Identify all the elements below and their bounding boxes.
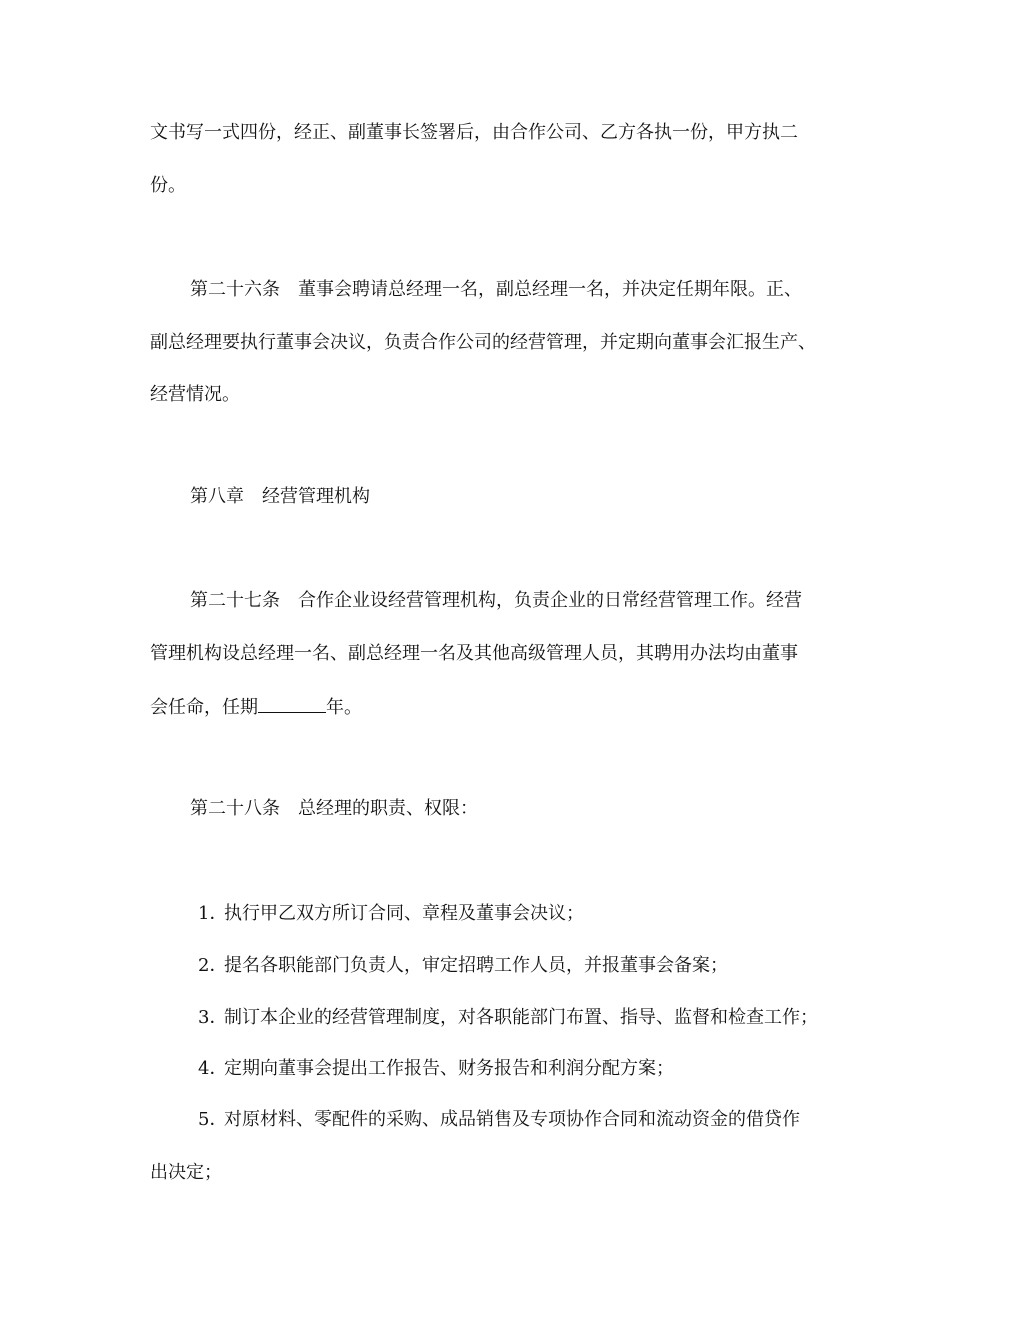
duty-item-5-continuation: 出决定； <box>150 1162 222 1183</box>
article-28-number: 第二十八条 <box>190 798 280 819</box>
duty-number: 3． <box>198 1007 228 1028</box>
duty-item-3 <box>198 1006 880 1030</box>
article-27-term-unit: 年。 <box>326 697 362 718</box>
duty-number: 1． <box>198 903 228 924</box>
chapter-8-title: 经营管理机构 <box>262 486 370 507</box>
chapter-8-heading <box>190 485 880 509</box>
duty-number: 4． <box>198 1058 228 1079</box>
article-27-number: 第二十七条 <box>190 590 280 611</box>
chapter-8-number: 第八章 <box>190 486 244 507</box>
duty-text: 定期向董事会提出工作报告、财务报告和利润分配方案； <box>224 1058 674 1079</box>
article-27-line-3 <box>150 694 880 720</box>
duty-text: 对原材料、零配件的采购、成品销售及专项协作合同和流动资金的借贷作 <box>224 1109 800 1130</box>
article-26-line-1 <box>190 278 880 302</box>
article-28-heading <box>190 797 880 821</box>
duty-item-5 <box>198 1108 880 1132</box>
article-26-text: 董事会聘请总经理一名，副总经理一名，并决定任期年限。正、 <box>298 279 802 300</box>
duty-number: 5． <box>198 1109 228 1130</box>
article-27-line-2: 管理机构设总经理一名、副总经理一名及其他高级管理人员，其聘用办法均由董事 <box>150 643 798 664</box>
duty-number: 2． <box>198 955 228 976</box>
duty-item-1 <box>198 902 880 926</box>
duty-text: 提名各职能部门负责人，审定招聘工作人员，并报董事会备案； <box>224 955 728 976</box>
article-26-line-3: 经营情况。 <box>150 384 240 405</box>
term-blank-field <box>258 694 326 713</box>
duty-text: 执行甲乙双方所订合同、章程及董事会决议； <box>224 903 584 924</box>
duty-item-2 <box>198 954 880 978</box>
duty-item-4 <box>198 1057 880 1081</box>
article-26-number: 第二十六条 <box>190 279 280 300</box>
article-27-text: 合作企业设经营管理机构，负责企业的日常经营管理工作。经营 <box>298 590 802 611</box>
article-26-line-2: 副总经理要执行董事会决议，负责合作公司的经营管理，并定期向董事会汇报生产、 <box>150 332 816 353</box>
duty-text: 制订本企业的经营管理制度，对各职能部门布置、指导、监督和检查工作； <box>224 1007 818 1028</box>
article-27-line-1 <box>190 589 880 613</box>
continuation-line-2: 份。 <box>150 175 186 196</box>
article-28-title: 总经理的职责、权限： <box>298 798 478 819</box>
continuation-line-1: 文书写一式四份，经正、副董事长签署后，由合作公司、乙方各执一份，甲方执二 <box>150 122 798 143</box>
article-27-term-label: 会任命，任期 <box>150 697 258 718</box>
